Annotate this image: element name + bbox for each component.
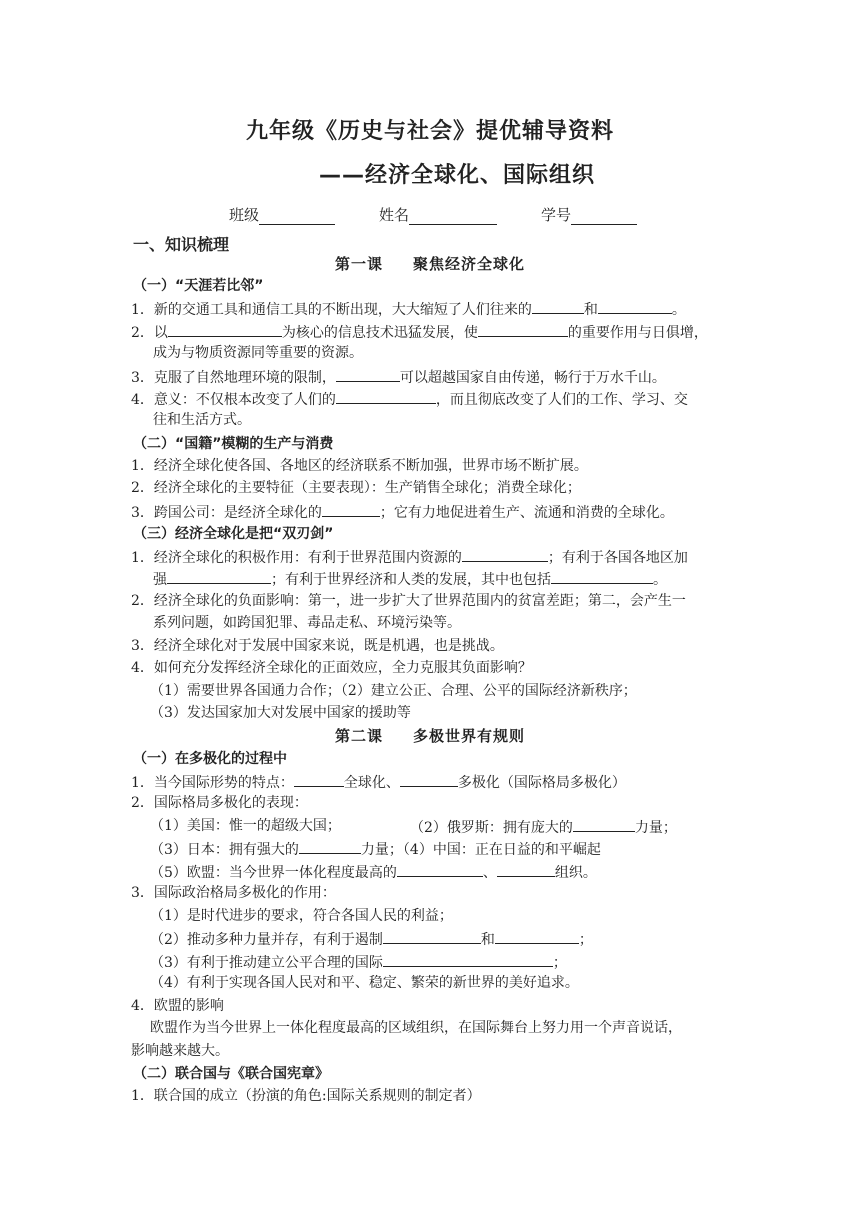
fill-blank[interactable]	[497, 861, 555, 877]
subsection-heading: （二）“国籍”模糊的生产与消费	[133, 436, 334, 452]
subsection-heading: （一）在多极化的过程中	[133, 751, 287, 767]
fill-blank[interactable]	[322, 501, 380, 517]
list-item	[131, 388, 688, 410]
fill-blank[interactable]	[299, 838, 361, 854]
paragraph-line: 欧盟作为当今世界上一体化程度最高的区域组织，在国际舞台上努力用一个声音说话，	[150, 1020, 682, 1036]
paragraph-line: 影响越来越大。	[131, 1043, 229, 1059]
student-id-field	[541, 204, 637, 225]
lesson-name: 多极世界有规则	[413, 727, 526, 745]
list-item	[131, 298, 686, 320]
item-text: 。	[671, 302, 686, 318]
list-item: 1．经济全球化使各国、各地区的经济联系不断加强，世界市场不断扩展。	[131, 458, 588, 474]
list-item: 3．国际政治格局多极化的作用：	[131, 885, 336, 901]
item-text: 。	[653, 572, 667, 588]
list-item	[131, 546, 688, 568]
id-label: 学号	[541, 206, 572, 224]
id-blank[interactable]	[571, 208, 637, 225]
section-heading: 一、知识梳理	[133, 235, 230, 254]
class-label: 班级	[229, 206, 260, 224]
document-title: 九年级《历史与社会》提优辅导资料	[245, 119, 614, 144]
item-text: 4．意义：不仅根本改变了人们的	[131, 392, 336, 408]
sub-item: （1）美国：惟一的超级大国；	[150, 818, 341, 834]
lesson-number: 第二课	[334, 727, 383, 745]
fill-blank[interactable]	[397, 861, 483, 877]
item-text: （5）欧盟：当今世界一体化程度最高的	[150, 865, 397, 881]
sub-item	[150, 928, 593, 950]
name-field	[379, 204, 497, 225]
fill-blank[interactable]	[532, 298, 584, 314]
sub-item	[150, 861, 597, 883]
list-item: 4．欧盟的影响	[131, 998, 224, 1014]
item-text: 2．以	[131, 325, 168, 341]
subsection-heading: （二）联合国与《联合国宪章》	[133, 1066, 329, 1082]
list-item: 4．如何充分发挥经济全球化的正面效应，全力克服其负面影响？	[131, 660, 532, 676]
fill-blank[interactable]	[573, 816, 635, 832]
item-text: 1．当今国际形势的特点：	[131, 775, 294, 791]
list-item-continuation: 系列问题，如跨国犯罪、毒品走私、环境污染等。	[153, 615, 461, 631]
item-text: （3）日本：拥有强大的	[150, 842, 299, 858]
list-item	[131, 501, 674, 523]
item-text: 和	[480, 932, 495, 948]
fill-blank[interactable]	[478, 321, 568, 337]
fill-blank[interactable]	[168, 321, 282, 337]
lesson-heading	[0, 725, 860, 746]
list-item: 1．联合国的成立（扮演的角色:国际关系规则的制定者）	[131, 1088, 481, 1104]
sub-item: （1）需要世界各国通力合作；（2）建立公正、合理、公平的国际经济新秩序；	[150, 683, 637, 699]
item-text: 力量；（4）中国：正在日益的和平崛起	[360, 842, 601, 858]
item-text: （2）俄罗斯：拥有庞大的	[410, 820, 573, 836]
sub-item	[150, 951, 567, 973]
class-blank[interactable]	[259, 208, 335, 225]
sub-item: （1）是时代进步的要求，符合各国人民的利益；	[150, 908, 453, 924]
fill-blank[interactable]	[383, 928, 481, 944]
subsection-heading: （三）经济全球化是把“双刃剑”	[133, 526, 334, 542]
list-item: 2．经济全球化的主要特征（主要表现）：生产销售全球化；消费全球化；	[131, 480, 581, 496]
list-item: 2．国际格局多极化的表现：	[131, 795, 308, 811]
item-text: 可以超越国家自由传递，畅行于万水千山。	[399, 370, 666, 386]
lesson-number: 第一课	[334, 255, 383, 273]
item-text: ，而且彻底改变了人们的工作、学习、交	[435, 392, 688, 408]
name-label: 姓名	[379, 206, 410, 224]
item-text: 1．经济全球化的积极作用：有利于世界范围内资源的	[131, 550, 462, 566]
item-text: 的重要作用与日俱增，	[567, 325, 708, 341]
list-item-continuation: 往和生活方式。	[153, 412, 251, 428]
item-text: ；	[552, 955, 567, 971]
list-item: 3．经济全球化对于发展中国家来说，既是机遇，也是挑战。	[131, 638, 504, 654]
item-text: ；它有力地促进着生产、流通和消费的全球化。	[379, 505, 674, 521]
item-text: （2）推动多种力量并存，有利于遏制	[150, 932, 383, 948]
fill-blank[interactable]	[336, 366, 400, 382]
fill-blank[interactable]	[462, 546, 548, 562]
fill-blank[interactable]	[495, 928, 579, 944]
item-text: ；	[578, 932, 593, 948]
list-item-continuation: 成为与物质资源同等重要的资源。	[153, 345, 363, 361]
fill-blank[interactable]	[294, 771, 344, 787]
item-text: 多极化（国际格局多极化）	[457, 775, 626, 791]
item-text: 3．克服了自然地理环境的限制，	[131, 370, 336, 386]
sub-item	[410, 816, 677, 838]
item-text: ；有利于世界经济和人类的发展，其中也包括	[271, 572, 551, 588]
lesson-name: 聚焦经济全球化	[413, 255, 526, 273]
list-item	[131, 771, 626, 793]
fill-blank[interactable]	[551, 568, 653, 584]
item-text: ；有利于各国各地区加	[547, 550, 688, 566]
item-text: 3．跨国公司：是经济全球化的	[131, 505, 322, 521]
sub-item	[150, 838, 601, 860]
item-text: 组织。	[554, 865, 597, 881]
subsection-heading: （一）“天涯若比邻”	[133, 278, 264, 294]
item-text: 为核心的信息技术迅猛发展，使	[281, 325, 478, 341]
fill-blank[interactable]	[383, 951, 553, 967]
document-subtitle: ——经济全球化、国际组织	[319, 163, 596, 188]
fill-blank[interactable]	[167, 568, 271, 584]
item-text: 1．新的交通工具和通信工具的不断出现，大大缩短了人们往来的	[131, 302, 532, 318]
item-text: 和	[583, 302, 598, 318]
item-text: 强	[153, 572, 167, 588]
student-info-row	[229, 204, 681, 225]
item-text: （3）有利于推动建立公平合理的国际	[150, 955, 383, 971]
item-text: 力量；	[634, 820, 677, 836]
fill-blank[interactable]	[336, 388, 436, 404]
list-item: 2．经济全球化的负面影响：第一，进一步扩大了世界范围内的贫富差距；第二，会产生一	[131, 593, 686, 609]
list-item	[131, 366, 666, 388]
sub-item: （3）发达国家加大对发展中国家的援助等	[150, 705, 411, 721]
fill-blank[interactable]	[400, 771, 458, 787]
list-item	[131, 321, 708, 343]
item-text: 全球化、	[343, 775, 400, 791]
name-blank[interactable]	[409, 208, 497, 225]
item-text: 、	[482, 865, 497, 881]
lesson-heading	[0, 253, 860, 274]
sub-item: （4）有利于实现各国人民对和平、稳定、繁荣的新世界的美好追求。	[150, 975, 579, 991]
fill-blank[interactable]	[598, 298, 672, 314]
list-item-continuation	[153, 568, 667, 590]
class-field	[229, 204, 335, 225]
